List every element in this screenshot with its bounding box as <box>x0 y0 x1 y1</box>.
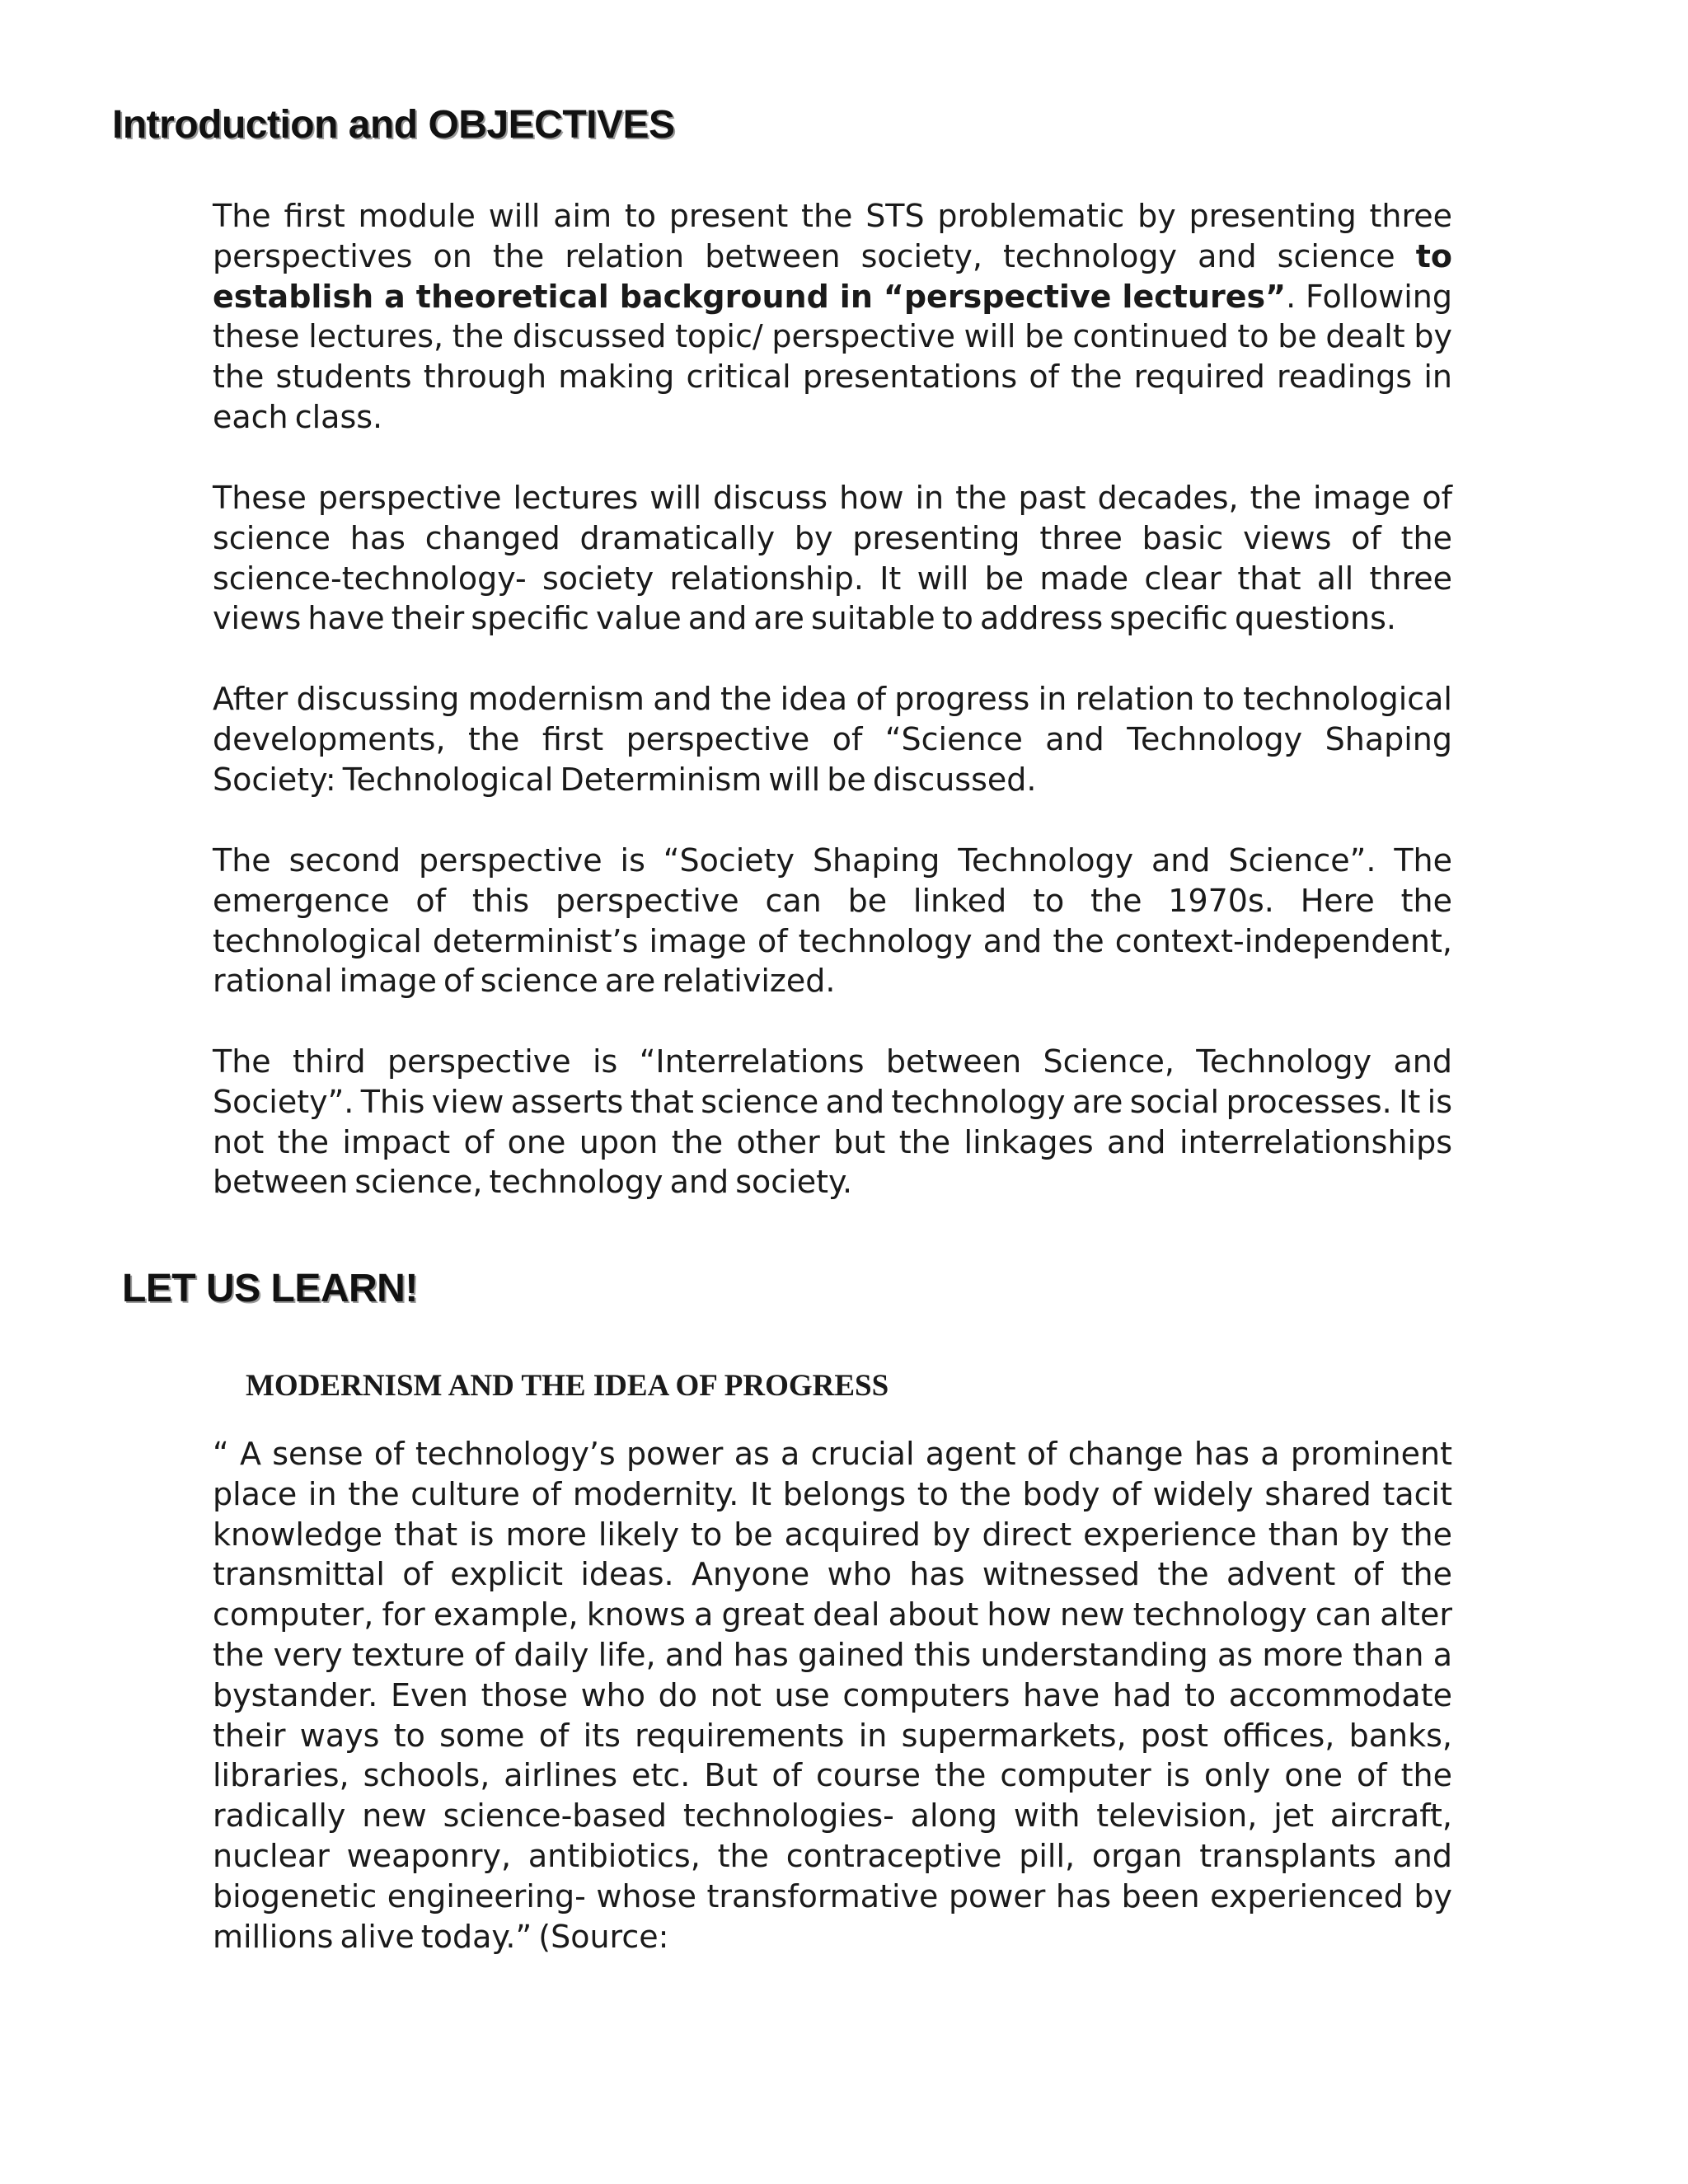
section-heading-let-us-learn: LET US LEARN! <box>122 1267 418 1310</box>
paragraph-module-aim <box>213 196 1452 438</box>
paragraph-text: The first module will aim to present the STS problematic by presenting three perspectives on the relation between society, technology and science <box>213 198 1452 274</box>
paragraph-quote-technology-power: “ A sense of technology’s power as a crucial agent of change has a prominent place in the culture of modernity. It belongs to the body of widely shared tacit knowledge that is more likely to be acquired by direct experience than by the transmittal of explicit ideas. Anyone who has witnessed the advent of the computer, for example, knows a great deal about how new technology can alter the very texture of daily life, and has gained this understanding as more than a bystander. Even those who do not use computers have had to accommodate their ways to some of its requirements in supermarkets, post offices, banks, libraries, schools, airlines etc. But of course the computer is only one of the radically new science-based technologies- along with television, jet aircraft, nuclear weaponry, antibiotics, the contraceptive pill, organ transplants and biogenetic engineering- whose transformative power has been experienced by millions alive today.” (Source: <box>213 1436 1452 1955</box>
paragraph-third-perspective: The third perspective is “Interrelations between Science, Technology and Society”. This view asserts that science and technology are social processes. It is not the impact of one upon the other but the linkages and interrelationships between science, technology and society. <box>213 1043 1452 1201</box>
subheading-modernism: MODERNISM AND THE IDEA OF PROGRESS <box>246 1369 889 1403</box>
section-heading-introduction: Introduction and OBJECTIVES <box>112 103 675 147</box>
paragraph-first-perspective: After discussing modernism and the idea of progress in relation to technological developments, the first perspective of “Science and Technology Shaping Society: Technological Determinism will be discussed. <box>213 681 1452 798</box>
bold-emphasis-text: to establish a theoretical background in “perspective lectures” <box>213 237 1452 315</box>
paragraph-second-perspective: The second perspective is “Society Shaping Technology and Science”. The emergence of this perspective can be linked to the 1970s. Here the technological determinist’s image of technology and the context-independent, rational image of science are relativized. <box>213 842 1452 1000</box>
paragraph-perspective-lectures: These perspective lectures will discuss how in the past decades, the image of science has changed dramatically by presenting three basic views of the science-technology- society relationship. It will be made clear that all three views have their specific value and are suitable to address specific questions. <box>213 480 1452 637</box>
paragraph-text: . Following these lectures, the discussed topic/ perspective will be continued to be dealt by the students through making critical presentations of the required readings in each class. <box>213 278 1452 435</box>
